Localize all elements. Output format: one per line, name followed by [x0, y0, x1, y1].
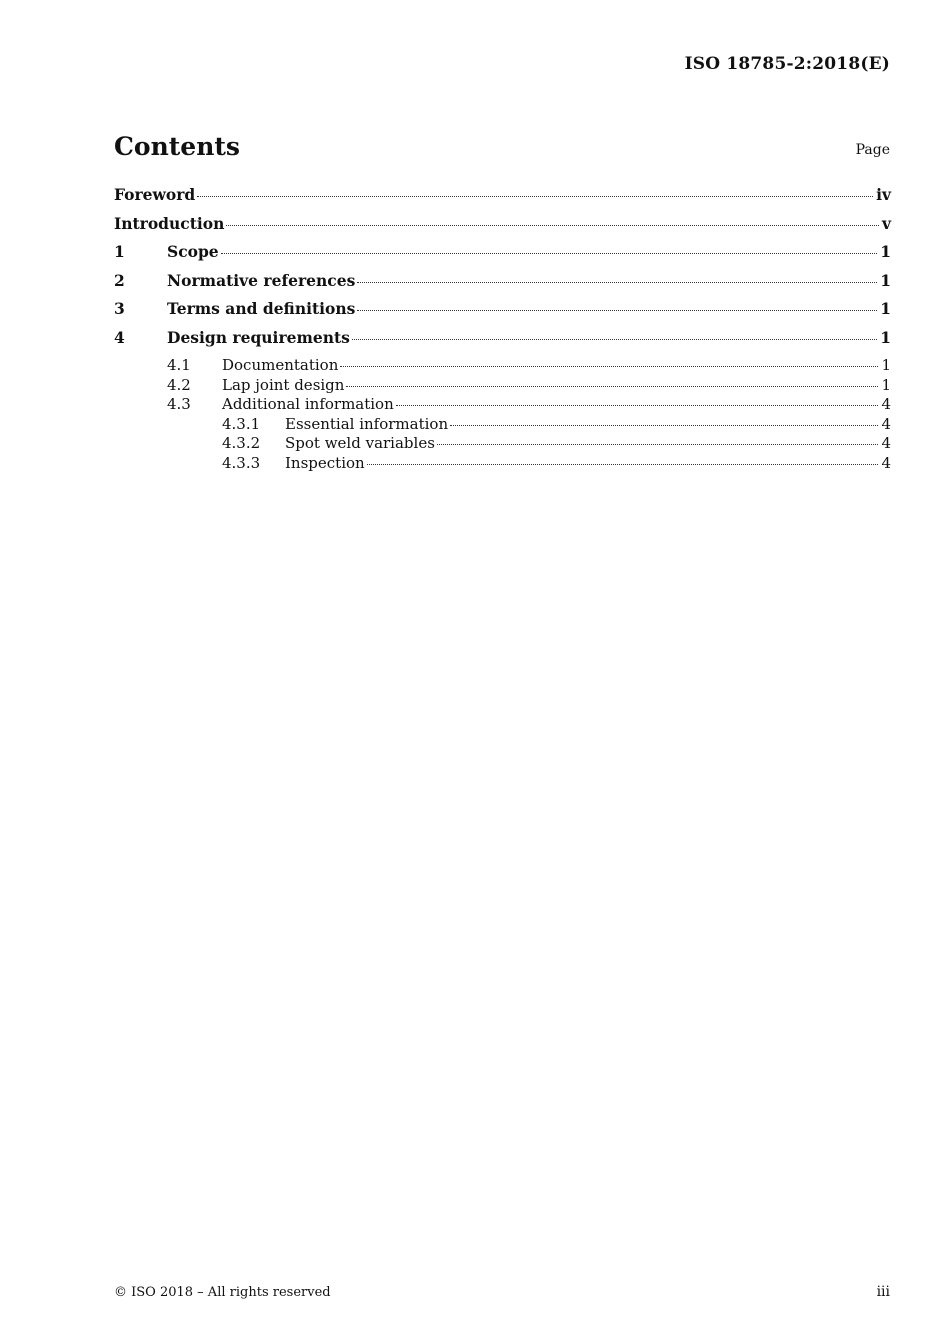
- toc-entry-number: 2: [114, 270, 125, 290]
- toc-entry[interactable]: [114, 185, 891, 214]
- page-number: iii: [876, 1284, 890, 1300]
- document-identifier: ISO 18785-2:2018(E): [684, 54, 890, 74]
- toc-entry-title[interactable]: Design requirements: [167, 327, 350, 347]
- toc-entry[interactable]: [114, 328, 891, 357]
- toc-entry[interactable]: [114, 242, 891, 271]
- toc-entry-page[interactable]: 4: [881, 434, 891, 452]
- toc-entry[interactable]: [114, 454, 891, 474]
- toc-entry-page[interactable]: 1: [880, 327, 891, 347]
- toc-dot-leader: [226, 225, 879, 226]
- contents-heading: Contents: [114, 132, 241, 161]
- toc-entry[interactable]: [114, 356, 891, 376]
- toc-entry-title[interactable]: Spot weld variables: [285, 434, 435, 452]
- toc-entry-title[interactable]: Additional information: [222, 395, 394, 413]
- toc-entry-number: 4.3.2: [222, 434, 261, 452]
- toc-entry-title[interactable]: Introduction: [114, 213, 225, 233]
- toc-entry-number: 4.1: [167, 356, 191, 374]
- copyright-notice: © ISO 2018 – All rights reserved: [114, 1285, 331, 1300]
- toc-dot-leader: [437, 444, 879, 445]
- toc-entry-page[interactable]: 4: [881, 414, 891, 433]
- toc-entry-number: 3: [114, 299, 125, 318]
- toc-entry-page[interactable]: 1: [880, 299, 891, 318]
- toc-entry-page[interactable]: iv: [876, 185, 891, 204]
- toc-entry-page[interactable]: 1: [880, 270, 891, 290]
- toc-dot-leader: [367, 464, 879, 465]
- toc-entry[interactable]: [114, 271, 891, 300]
- toc-dot-leader: [340, 366, 878, 367]
- toc-entry[interactable]: [114, 214, 891, 243]
- toc-entry[interactable]: [114, 376, 891, 396]
- toc-entry-title[interactable]: Documentation: [222, 356, 339, 374]
- toc-dot-leader: [346, 386, 878, 387]
- toc-entry-title[interactable]: Scope: [167, 242, 219, 261]
- toc-entry-number: 4.3.1: [222, 414, 261, 433]
- toc-entry-title[interactable]: Inspection: [285, 453, 365, 472]
- toc-entry-number: 1: [114, 242, 125, 261]
- table-of-contents: [114, 185, 891, 473]
- toc-entry[interactable]: [114, 395, 891, 415]
- toc-dot-leader: [221, 253, 878, 254]
- toc-entry-title[interactable]: Normative references: [167, 270, 356, 290]
- toc-entry-title[interactable]: Foreword: [114, 185, 196, 204]
- toc-dot-leader: [352, 339, 877, 340]
- toc-dot-leader: [396, 405, 879, 406]
- toc-entry-page[interactable]: 1: [881, 375, 891, 394]
- toc-dot-leader: [357, 310, 877, 311]
- toc-entry-title[interactable]: Essential information: [285, 414, 449, 433]
- toc-entry[interactable]: [114, 299, 891, 328]
- toc-entry-number: 4.3.3: [222, 453, 261, 472]
- toc-entry-page[interactable]: v: [881, 213, 891, 233]
- toc-entry-page[interactable]: 4: [881, 453, 891, 472]
- toc-entry-title[interactable]: Terms and definitions: [167, 299, 356, 318]
- toc-entry-number: 4.3: [167, 395, 191, 413]
- toc-entry-number: 4.2: [167, 375, 191, 394]
- toc-dot-leader: [197, 196, 873, 197]
- toc-entry[interactable]: [114, 415, 891, 435]
- toc-dot-leader: [357, 282, 877, 283]
- toc-entry[interactable]: [114, 434, 891, 454]
- toc-entry-number: 4: [114, 327, 125, 347]
- toc-dot-leader: [450, 425, 878, 426]
- toc-entry-page[interactable]: 1: [880, 242, 891, 261]
- page-column-label: Page: [855, 142, 890, 158]
- toc-entry-page[interactable]: 1: [881, 356, 891, 374]
- toc-entry-title[interactable]: Lap joint design: [222, 375, 345, 394]
- toc-entry-page[interactable]: 4: [881, 395, 891, 413]
